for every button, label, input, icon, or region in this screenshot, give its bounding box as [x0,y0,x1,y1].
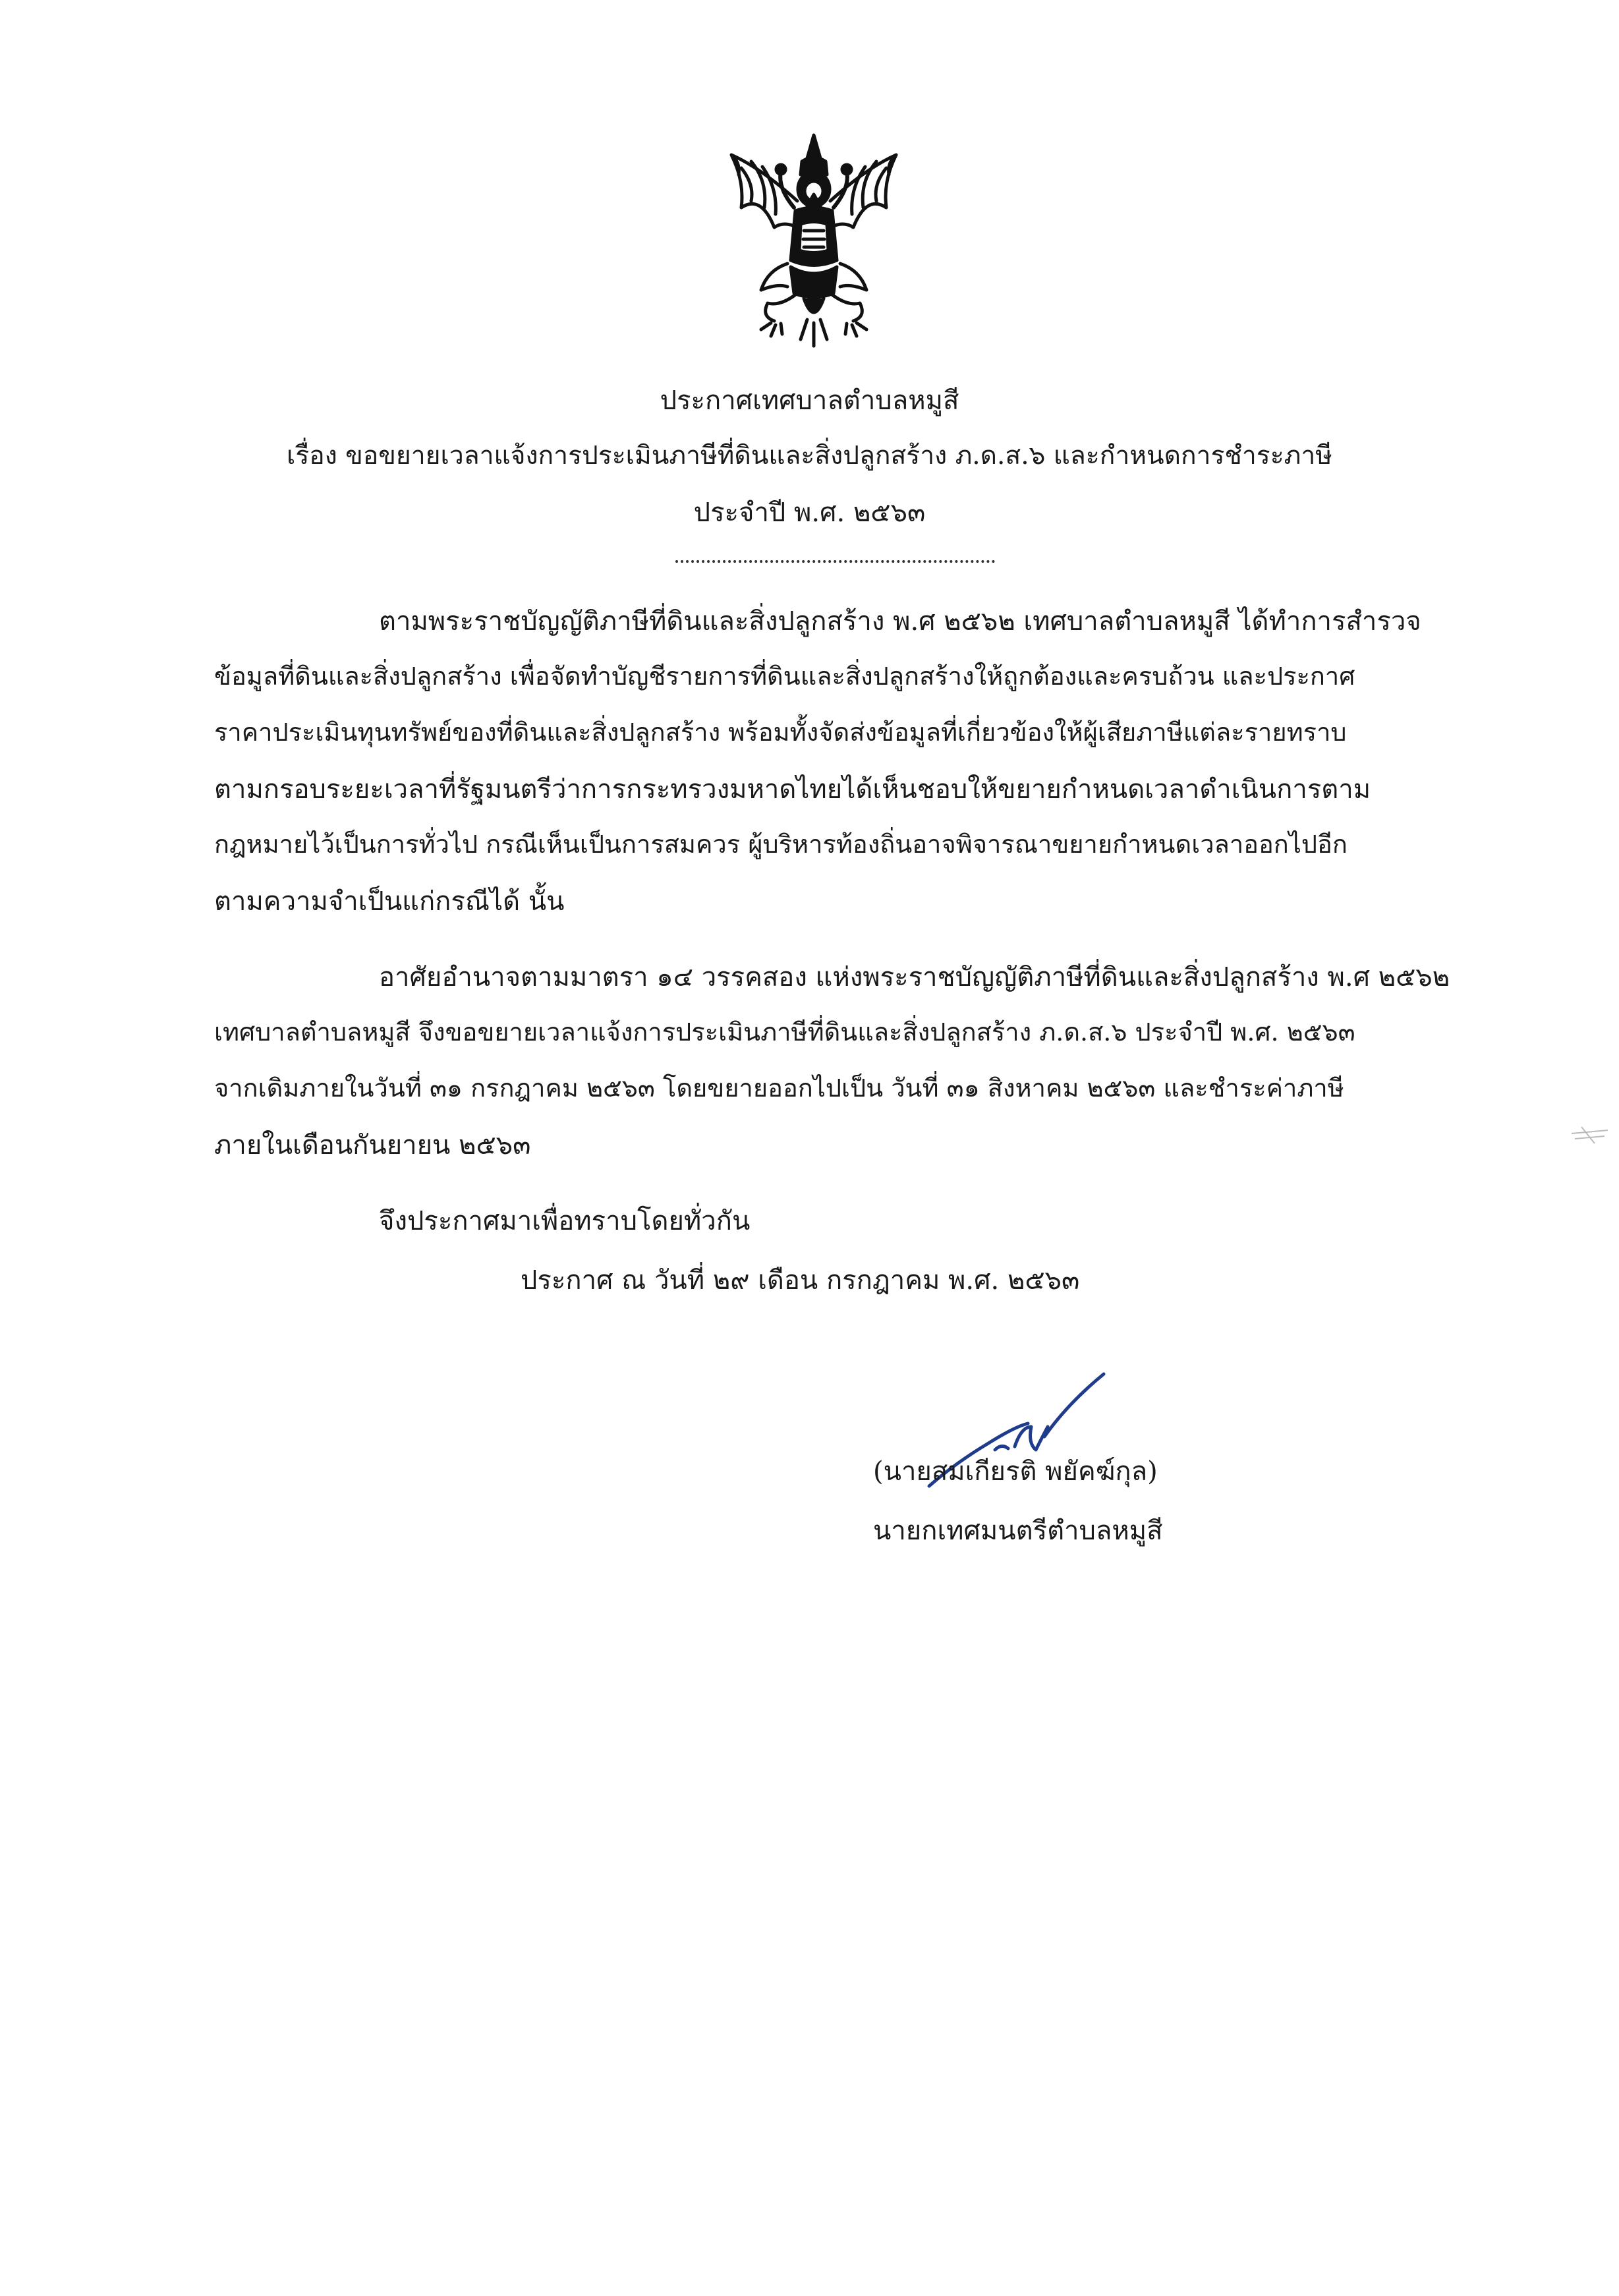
paragraph1-line: ตามกรอบระยะเวลาที่รัฐมนตรีว่าการกระทรวงมหาดไทยได้เห็นชอบให้ขยายกำหนดเวลาดำเนินการตาม [214,774,1371,805]
announcement-date: ประกาศ ณ วันที่ ๒๙ เดือน กรกฎาคม พ.ศ. ๒๕๖๓ [521,1265,1080,1296]
signatory-name: (นายสมเกียรติ พยัคฆ์กุล) [873,1456,1158,1487]
scan-mark [1568,1120,1614,1147]
paragraph2-line: อาศัยอำนาจตามมาตรา ๑๔ วรรคสอง แห่งพระราชบัญญัติภาษีที่ดินและสิ่งปลูกสร้าง พ.ศ ๒๕๖๒ [379,962,1450,992]
paragraph1-line: ตามพระราชบัญญัติภาษีที่ดินและสิ่งปลูกสร้าง พ.ศ ๒๕๖๒ เทศบาลตำบลหมูสี ได้ทำการสำรวจ [379,606,1421,637]
paragraph1-line: ตามความจำเป็นแก่กรณีได้ นั้น [214,886,565,917]
paragraph2-line: เทศบาลตำบลหมูสี จึงขอขยายเวลาแจ้งการประเมินภาษีที่ดินและสิ่งปลูกสร้าง ภ.ด.ส.๖ ประจำปี พ.ศ. ๒๕๖๓ [214,1018,1355,1047]
paragraph1-line: ข้อมูลที่ดินและสิ่งปลูกสร้าง เพื่อจัดทำบัญชีรายการที่ดินและสิ่งปลูกสร้างให้ถูกต้องและครบถ้วน และประกาศ [214,662,1355,691]
signatory-position: นายกเทศมนตรีตำบลหมูสี [873,1516,1163,1546]
document-subject: เรื่อง ขอขยายเวลาแจ้งการประเมินภาษีที่ดินและสิ่งปลูกสร้าง ภ.ด.ส.๖ และกำหนดการชำระภาษี [287,441,1332,471]
document-title: ประกาศเทศบาลตำบลหมูสี [660,386,959,416]
garuda-emblem-icon [715,129,913,353]
paragraph1-line: กฎหมายไว้เป็นการทั่วไป กรณีเห็นเป็นการสมควร ผู้บริหารท้องถิ่นอาจพิจารณาขยายกำหนดเวลาออกไปอีก [214,830,1348,859]
paragraph2-line: จากเดิมภายในวันที่ ๓๑ กรกฎาคม ๒๕๖๓ โดยขยายออกไปเป็น วันที่ ๓๑ สิงหาคม ๒๕๖๓ และชำระค่าภาษี [214,1074,1344,1103]
closing-text: จึงประกาศมาเพื่อทราบโดยทั่วกัน [379,1206,751,1236]
document-year: ประจำปี พ.ศ. ๒๕๖๓ [693,498,926,528]
header-separator [675,560,995,565]
paragraph1-line: ราคาประเมินทุนทรัพย์ของที่ดินและสิ่งปลูกสร้าง พร้อมทั้งจัดส่งข้อมูลที่เกี่ยวข้องให้ผู้เสียภาษีแต่ละรายทราบ [214,718,1347,747]
paragraph2-line: ภายในเดือนกันยายน ๒๕๖๓ [214,1130,531,1161]
